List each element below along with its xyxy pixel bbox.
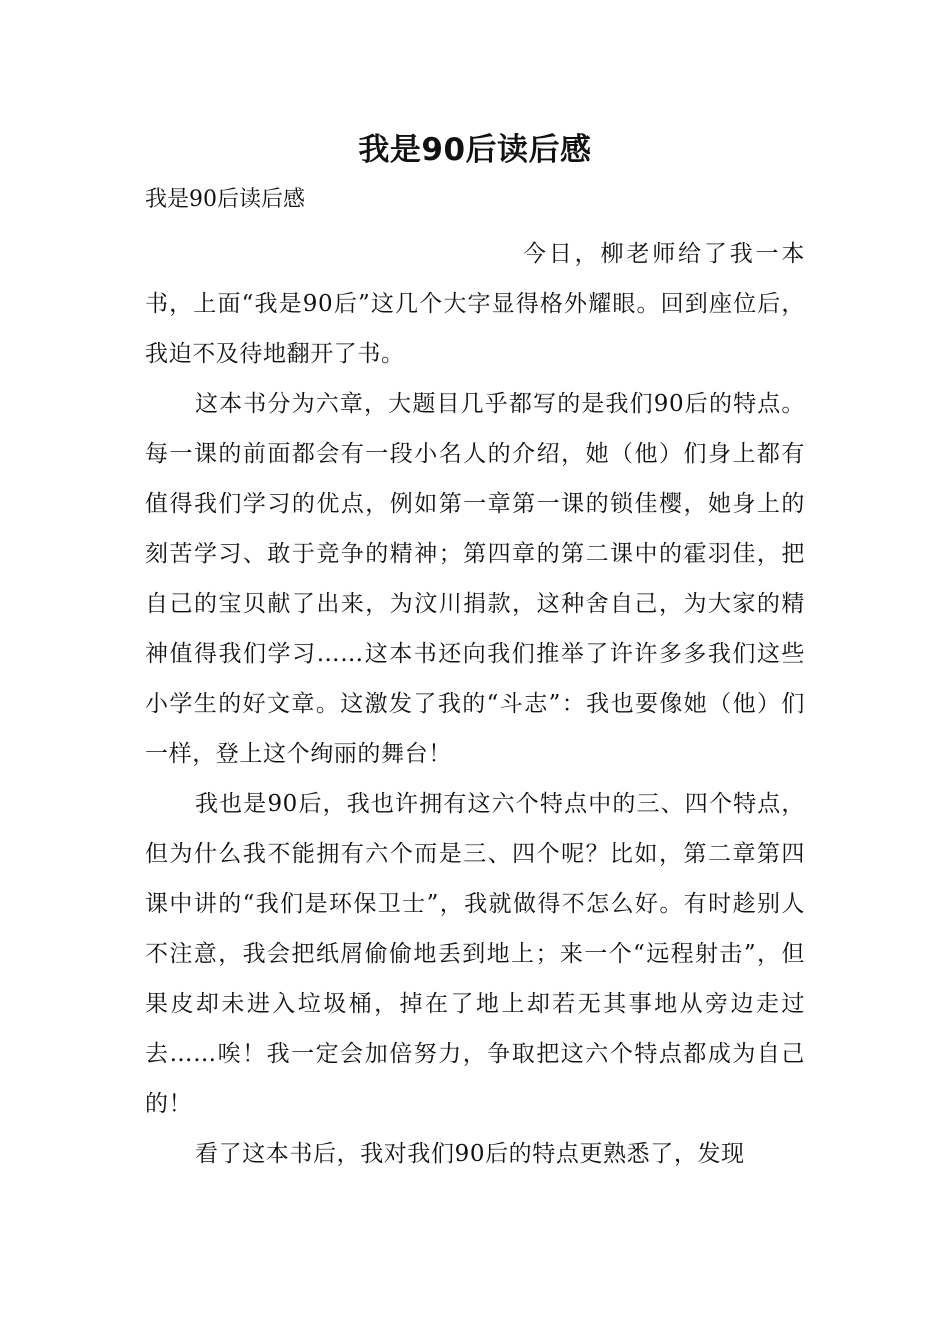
document-subtitle: 我是90后读后感 <box>145 187 305 212</box>
document-body <box>145 229 805 1179</box>
paragraph: 看了这本书后，我对我们90后的特点更熟悉了，发现 <box>195 1141 745 1167</box>
document-title: 我是90后读后感 <box>358 132 592 168</box>
document-page <box>145 0 805 1344</box>
paragraph: 我也是90后，我也许拥有这六个特点中的三、四个特点，但为什么我不能拥有六个而是三、四个呢？比如，第二章第四课中讲的“我们是环保卫士”，我就做得不怎么好。有时趁别人不注意，我会把纸屑偷偷地丢到地上；来一个“远程射击”，但果皮却未进入垃圾桶，掉在了地上却若无其事地从旁边走过去……唉！我一定会加倍努力，争取把这六个特点都成为自己的！ <box>145 791 805 1117</box>
paragraph: 这本书分为六章，大题目几乎都写的是我们90后的特点。每一课的前面都会有一段小名人的介绍，她（他）们身上都有值得我们学习的优点，例如第一章第一课的锁佳樱，她身上的刻苦学习、敢于竞争的精神；第四章的第二课中的霍羽佳，把自己的宝贝献了出来，为汶川捐款，这种舍自己，为大家的精神值得我们学习……这本书还向我们推举了许许多多我们这些小学生的好文章。这激发了我的“斗志”：我也要像她（他）们一样，登上这个绚丽的舞台！ <box>145 391 805 767</box>
paragraph: 今日，柳老师给了我一本书，上面“我是90后”这几个大字显得格外耀眼。回到座位后，我迫不及待地翻开了书。 <box>145 241 805 367</box>
